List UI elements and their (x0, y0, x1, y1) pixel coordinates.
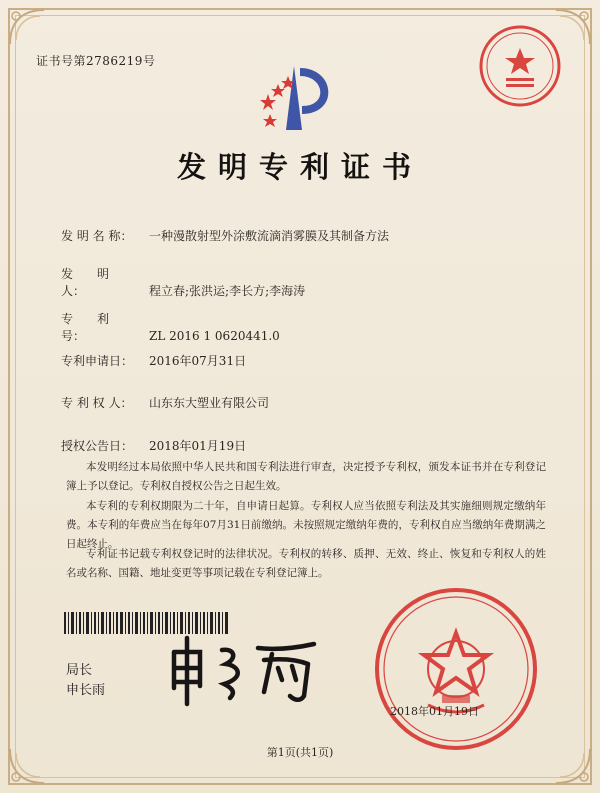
field-label: 专利申请日： (61, 354, 134, 368)
agency-seal-icon (478, 24, 562, 108)
patent-office-logo-icon (250, 58, 338, 134)
field-value: ZL 2016 1 0620441.0 (149, 329, 280, 343)
field-value: 2016年07月31日 (149, 354, 247, 368)
certificate-number: 证书号第2786219号 (36, 54, 156, 68)
field-value: 一种漫散射型外涂敷流滴消雾膜及其制备方法 (149, 229, 390, 243)
field-label: 授权公告日： (61, 439, 134, 453)
handwritten-signature (160, 630, 330, 710)
field-label: 专 利 权 人： (61, 396, 133, 410)
field-inventor (61, 265, 305, 299)
field-patent-number (61, 310, 280, 344)
field-value: 2018年01月19日 (149, 439, 247, 453)
patent-office-seal-icon (372, 585, 540, 753)
field-label: 发 明 名 称： (61, 229, 133, 243)
statement-paragraph-3: 专利证书记载专利权登记时的法律状况。专利权的转移、质押、无效、终止、恢复和专利权人的姓名或名称、国籍、地址变更等事项记载在专利登记簿上。 (66, 548, 546, 579)
issue-date: 2018年01月19日 (390, 705, 479, 718)
field-filing-date (61, 352, 246, 369)
statement-paragraph-1: 本发明经过本局依照中华人民共和国专利法进行审查，决定授予专利权，颁发本证书并在专利登记簿上予以登记。专利权自授权公告之日起生效。 (66, 461, 546, 492)
field-grant-date (61, 437, 246, 454)
field-value: 山东东大塑业有限公司 (149, 396, 270, 410)
field-invention-name (61, 227, 389, 244)
field-patentee (61, 394, 269, 411)
field-label: 专 利 号： (61, 312, 134, 343)
corner-ornament-top-left (6, 6, 48, 48)
certificate-title: 发明专利证书 (176, 150, 423, 184)
director-name: 申长雨 (66, 683, 106, 698)
statement-paragraph-2: 本专利的专利权期限为二十年，自申请日起算。专利权人应当依照专利法及其实施细则规定缴纳年费。本专利的年费应当在每年07月31日前缴纳。未按照规定缴纳年费的，专利权自应当缴纳年费期满之日起终止。 (66, 500, 546, 550)
director-title: 局长 (66, 663, 93, 678)
page-number: 第1页(共1页) (266, 746, 334, 759)
field-value: 程立春;张洪运;李长方;李海涛 (149, 284, 306, 298)
director-block (66, 661, 105, 701)
field-label: 发 明 人： (61, 267, 134, 298)
